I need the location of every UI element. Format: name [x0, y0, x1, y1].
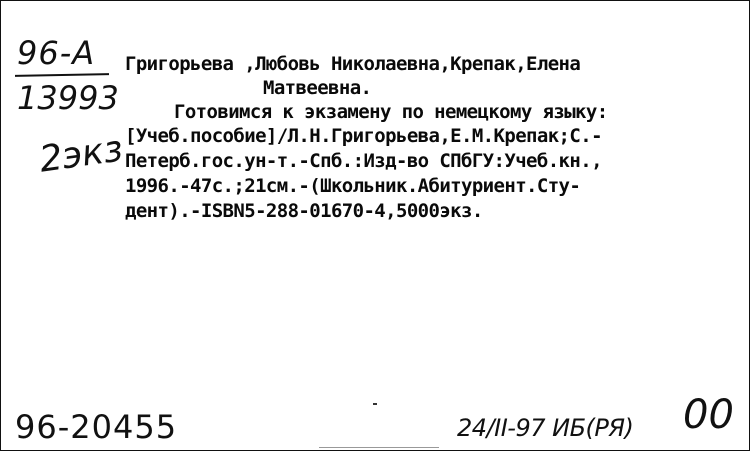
date-mark: 24/II-97 ИБ(РЯ)	[457, 414, 634, 442]
accession-number: 13993	[17, 79, 119, 117]
extent-series-line: 1996.-47с.;21см.-(Школьник.Абитуриент.Сту-	[125, 175, 581, 197]
catalog-number: 96-20455	[15, 408, 178, 446]
scan-speck	[319, 447, 439, 448]
shelfmark: 96-А	[17, 34, 96, 72]
shelfmark-divider	[15, 73, 109, 77]
isbn-line: дент).-ISBN5-288-01670-4,5000экз.	[125, 200, 483, 222]
author-line-continued: Матвеевна.	[263, 77, 372, 99]
publisher-line: Петерб.гос.ун-т.-Спб.:Изд-во СПбГУ:Учеб.кн.,	[125, 150, 602, 172]
author-line: Григорьева ,Любовь Николаевна,Крепак,Елена	[125, 53, 581, 75]
corner-mark: 00	[683, 392, 734, 438]
scan-speck	[373, 403, 377, 405]
handwritten-note: 2экз	[36, 128, 126, 181]
title-line: Готовимся к экзамену по немецкому языку:	[174, 101, 608, 123]
responsibility-line: [Учеб.пособие]/Л.Н.Григорьева,Е.М.Крепак;С.-	[125, 125, 602, 147]
